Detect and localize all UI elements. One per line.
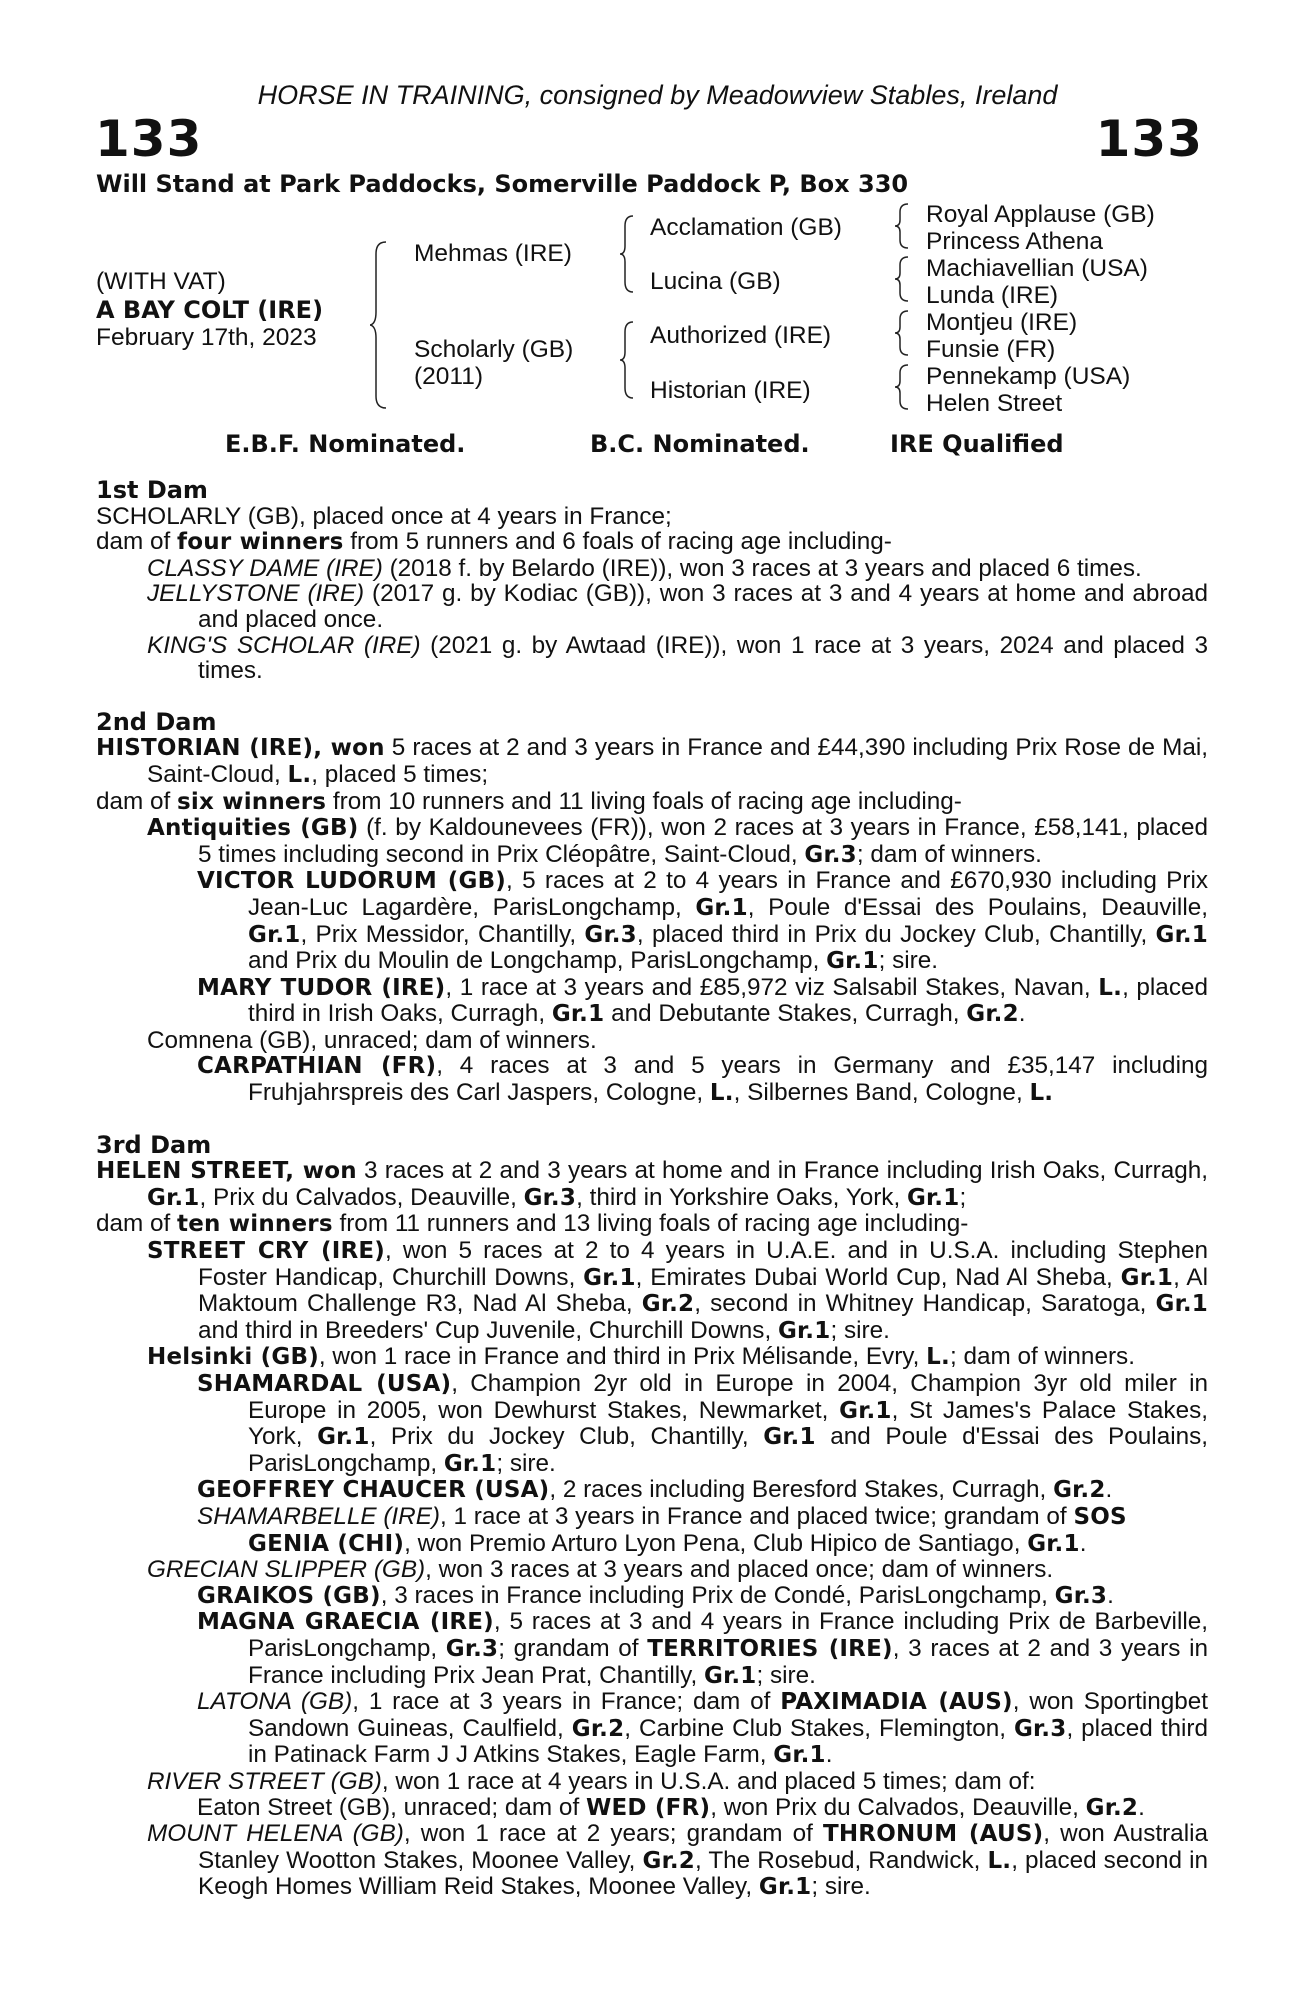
ped-ddd: Helen Street: [926, 390, 1063, 417]
second-dam-summary: dam of six winners from 10 runners and 11 living foals of racing age including-: [96, 787, 962, 815]
third-dam-greatgrandproduce-1: GENIA (CHI), won Premio Arturo Lyon Pena, Club Hipico de Santiago, Gr.1.: [248, 1529, 1087, 1557]
ped-dds: Pennekamp (USA): [926, 363, 1131, 390]
first-dam-produce-3: KING'S SCHOLAR (IRE) (2021 g. by Awtaad (IRE)), won 1 race at 3 years, 2024 and placed 3 times.: [147, 631, 1208, 685]
brace-sd: [895, 255, 911, 303]
second-dam-grandproduce-2: MARY TUDOR (IRE), 1 race at 3 years and £85,972 viz Salsabil Stakes, Navan, L., placed third in Irish Oaks, Curragh, Gr.1 and Debutante Stakes, Curragh, Gr.2.: [197, 973, 1208, 1028]
ped-ssd: Princess Athena: [926, 228, 1104, 255]
sire: Mehmas (IRE): [414, 240, 572, 267]
first-dam-line: SCHOLARLY (GB), placed once at 4 years in France;: [96, 502, 672, 530]
third-dam-grandproduce-6: LATONA (GB), 1 race at 3 years in France; dam of PAXIMADIA (AUS), won Sportingbet Sandown Guineas, Caulfield, Gr.2, Carbine Club Stakes, Flemington, Gr.3, placed third in Patinack Farm J J Atkins Stakes, Eagle Farm, Gr.1.: [197, 1688, 1209, 1769]
third-dam-heading: 3rd Dam: [96, 1130, 212, 1159]
ped-sdd: Lunda (IRE): [926, 282, 1059, 309]
pedigree-brace-main: [370, 240, 390, 410]
first-dam-produce-1: CLASSY DAME (IRE) (2018 f. by Belardo (IRE)), won 3 races at 3 years and placed 6 times.: [147, 554, 1142, 582]
dam-sire: Authorized (IRE): [650, 322, 832, 349]
third-dam-produce-1: STREET CRY (IRE), won 5 races at 2 to 4 years in U.A.E. and in U.S.A. including Stephen Foster Handicap, Churchill Downs, Gr.1, Emirates Dubai World Cup, Nad Al Sheba, Gr.1, Al Maktoum Challenge R3, Nad Al Sheba, Gr.2, second in Whitney Handicap, Saratoga, Gr.1 and third in Breeders' Cup Juvenile, Churchill Downs, Gr.1; sire.: [147, 1237, 1208, 1344]
first-dam-summary: dam of four winners from 5 runners and 6 foals of racing age including-: [96, 528, 892, 556]
ped-sss: Royal Applause (GB): [926, 201, 1155, 228]
lot-number-left: 133: [95, 110, 203, 168]
third-dam-summary: dam of ten winners from 11 runners and 13 living foals of racing age including-: [96, 1210, 969, 1238]
third-dam-produce-5: MOUNT HELENA (GB), won 1 race at 2 years; grandam of THRONUM (AUS), won Australia Stanley Wootton Stakes, Moonee Valley, Gr.2, The Rosebud, Randwick, L., placed second in Keogh Homes William Reid Stakes, Moonee Valley, Gr.1; sire.: [147, 1820, 1209, 1901]
stand-location: Will Stand at Park Paddocks, Somerville Paddock P, Box 330: [96, 170, 909, 198]
brace-ds: [895, 309, 911, 357]
third-dam-line: HELEN STREET, won 3 races at 2 and 3 years at home and in France including Irish Oaks, Curragh, Gr.1, Prix du Calvados, Deauville, Gr.3, third in Yorkshire Oaks, York, Gr.1;: [96, 1157, 1208, 1211]
produce-record: [96, 478, 1208, 1901]
first-dam-produce-2: JELLYSTONE (IRE) (2017 g. by Kodiac (GB)), won 3 races at 3 and 4 years at home and abroad and placed once.: [147, 580, 1208, 633]
dam-year: (2011): [414, 363, 484, 390]
brace-dd: [895, 363, 911, 411]
dam: Scholarly (GB): [414, 336, 574, 363]
pedigree-brace-sire: [620, 214, 636, 294]
lot-number-right: 133: [1095, 110, 1203, 168]
second-dam-produce-1: Antiquities (GB) (f. by Kaldounevees (FR)), won 2 races at 3 years in France, £58,141, placed 5 times including second in Prix Cléopâtre, Saint-Cloud, Gr.3; dam of winners.: [147, 814, 1208, 868]
first-dam-heading: 1st Dam: [96, 476, 208, 504]
bc-nomination: B.C. Nominated.: [590, 430, 810, 458]
third-dam-produce-4: RIVER STREET (GB), won 1 race at 4 years in U.S.A. and placed 5 times; dam of:: [147, 1767, 1036, 1795]
dam-dam: Historian (IRE): [650, 377, 811, 404]
second-dam-line: HISTORIAN (IRE), won 5 races at 2 and 3 years in France and £44,390 including Prix Rose de Mai, Saint-Cloud, L., placed 5 times;: [96, 734, 1209, 788]
second-dam-heading: 2nd Dam: [96, 707, 217, 736]
third-dam-grandproduce-4: GRAIKOS (GB), 3 races in France including Prix de Condé, ParisLongchamp, Gr.3.: [197, 1581, 1114, 1609]
ire-qualified: IRE Qualified: [890, 430, 1064, 458]
vat-note: (WITH VAT): [96, 268, 226, 295]
third-dam-grandproduce-5: MAGNA GRAECIA (IRE), 5 races at 3 and 4 years in France including Prix de Barbeville, ParisLongchamp, Gr.3; grandam of TERRITORIES (IRE), 3 races at 2 and 3 years in France including Prix Jean Prat, Chantilly, Gr.1; sire.: [197, 1608, 1209, 1689]
third-dam-grandproduce-2: GEOFFREY CHAUCER (USA), 2 races including Beresford Stakes, Curragh, Gr.2.: [197, 1476, 1113, 1504]
second-dam-produce-2: Comnena (GB), unraced; dam of winners.: [147, 1026, 597, 1054]
sire-dam: Lucina (GB): [650, 268, 781, 295]
pedigree-brace-dam: [620, 320, 636, 400]
third-dam-produce-2: Helsinki (GB), won 1 race in France and third in Prix Mélisande, Evry, L.; dam of winners.: [147, 1343, 1135, 1371]
second-dam-grandproduce-3: CARPATHIAN (FR), 4 races at 3 and 5 years in Germany and £35,147 including Fruhjahrspreis des Carl Jaspers, Cologne, L., Silbernes Band, Cologne, L.: [197, 1052, 1208, 1107]
second-dam-grandproduce-1: VICTOR LUDORUM (GB), 5 races at 2 to 4 years in France and £670,930 including Prix Jean-Luc Lagardère, ParisLongchamp, Gr.1, Poule d'Essai des Poulains, Deauville, Gr.1, Prix Messidor, Chantilly, Gr.3, placed third in Prix du Jockey Club, Chantilly, Gr.1 and Prix du Moulin de Longchamp, ParisLongchamp, Gr.1; sire.: [197, 867, 1208, 975]
ped-sds: Machiavellian (USA): [926, 255, 1148, 282]
third-dam-grandproduce-7: Eaton Street (GB), unraced; dam of WED (FR), won Prix du Calvados, Deauville, Gr.2.: [197, 1793, 1145, 1821]
ebf-nomination: E.B.F. Nominated.: [225, 430, 466, 458]
third-dam-produce-3: GRECIAN SLIPPER (GB), won 3 races at 3 years and placed once; dam of winners.: [147, 1556, 1054, 1584]
third-dam-grandproduce-3: SHAMARBELLE (IRE), 1 race at 3 years in France and placed twice; grandam of SOS: [197, 1502, 1127, 1530]
foaling-date: February 17th, 2023: [96, 324, 317, 351]
brace-ss: [895, 202, 911, 250]
third-dam-grandproduce-1: SHAMARDAL (USA), Champion 2yr old in Europe in 2004, Champion 3yr old miler in Europe in 2005, won Dewhurst Stakes, Newmarket, Gr.1, St James's Palace Stakes, York, Gr.1, Prix du Jockey Club, Chantilly, Gr.1 and Poule d'Essai des Poulains, ParisLongchamp, Gr.1; sire.: [197, 1370, 1209, 1477]
lot-name: A BAY COLT (IRE): [96, 296, 324, 324]
ped-dss: Montjeu (IRE): [926, 309, 1078, 336]
sire-sire: Acclamation (GB): [650, 214, 842, 241]
catalogue-header: HORSE IN TRAINING, consigned by Meadowview Stables, Ireland: [257, 80, 1058, 110]
ped-dsd: Funsie (FR): [926, 336, 1056, 363]
